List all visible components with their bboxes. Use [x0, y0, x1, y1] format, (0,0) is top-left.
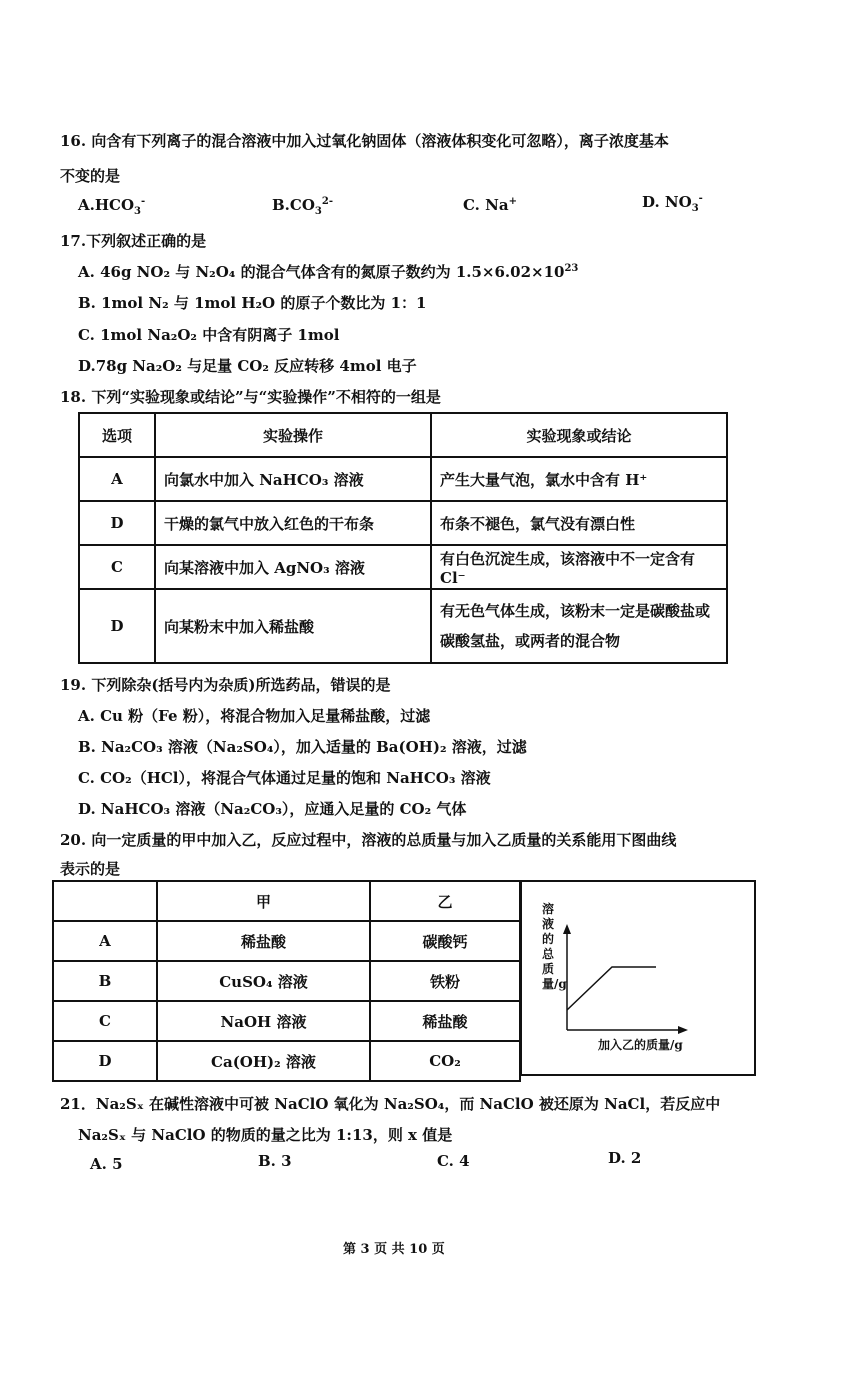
q18-header-row — [79, 413, 727, 457]
table-row — [79, 457, 727, 501]
q20-header-blank — [53, 881, 157, 921]
q20-row-option: D — [53, 1041, 157, 1081]
q19-stem: 19. 下列除杂(括号内为杂质)所选药品，错误的是 — [60, 676, 391, 694]
q20-row-jia: Ca(OH)₂ 溶液 — [157, 1041, 370, 1081]
q16-option-d: D. $NO_3^-$ — [642, 193, 703, 214]
q18-row-result-line2: 碳酸氢盐，或两者的混合物 — [440, 632, 621, 650]
q20-header-jia: 甲 — [157, 881, 370, 921]
q17-option-a: A. 46g NO₂ 与 N₂O₄ 的混合气体含有的氮原子数约为 $1.5\times 6.02\times 10^{23}$ — [78, 263, 579, 281]
q18-row-operation: 干燥的氯气中放入红色的干布条 — [155, 501, 431, 545]
q18-row-operation: 向某粉末中加入稀盐酸 — [155, 589, 431, 663]
q16-option-b: $B.CO_3^{2-}$ — [272, 196, 333, 217]
q18-row-result: 布条不褪色，氯气没有漂白性 — [431, 501, 727, 545]
q18-row-result-line1: 有无色气体生成，该粉末一定是碳酸盐或 — [440, 602, 711, 620]
q18-header-operation: 实验操作 — [155, 413, 431, 457]
q18-row-operation: 向某溶液中加入 AgNO₃ 溶液 — [155, 545, 431, 589]
q20-row-option: B — [53, 961, 157, 1001]
q21-stem-line2: Na₂Sₓ 与 NaClO 的物质的量之比为 1:13，则 x 值是 — [78, 1126, 453, 1144]
q20-graph — [520, 880, 756, 1076]
q20-table — [52, 880, 521, 1082]
q20-row-option: A — [53, 921, 157, 961]
q18-row-option: C — [79, 545, 155, 589]
q18-row-option: A — [79, 457, 155, 501]
q16-option-c: C. Na+ — [463, 196, 517, 214]
q17-option-c: C. 1mol Na₂O₂ 中含有阴离子 1mol — [78, 326, 340, 344]
q20-row-yi: 碳酸钙 — [370, 921, 520, 961]
q16-option-a: $A.HCO_3^-$ — [78, 196, 146, 217]
q20-row-option: C — [53, 1001, 157, 1041]
table-row — [79, 501, 727, 545]
q20-stem-line2: 表示的是 — [60, 860, 121, 878]
q18-row-result — [431, 589, 727, 663]
graph-y-arrow — [563, 924, 571, 934]
q19-option-d: D. NaHCO₃ 溶液（Na₂CO₃），应通入足量的 CO₂ 气体 — [78, 800, 467, 818]
q20-row-yi: 铁粉 — [370, 961, 520, 1001]
q18-header-result: 实验现象或结论 — [431, 413, 727, 457]
q20-header-yi: 乙 — [370, 881, 520, 921]
q18-header-option: 选项 — [79, 413, 155, 457]
q21-stem-line1: 21．Na₂Sₓ 在碱性溶液中可被 NaClO 氧化为 Na₂SO₄，而 NaClO 被还原为 NaCl，若反应中 — [60, 1095, 721, 1113]
q20-row-yi: 稀盐酸 — [370, 1001, 520, 1041]
q16-stem-line1: 16. 向含有下列离子的混合溶液中加入过氧化钠固体（溶液体积变化可忽略），离子浓度基本 — [60, 132, 669, 150]
q18-row-option: D — [79, 501, 155, 545]
q21-option-c: C. 4 — [437, 1152, 470, 1170]
q17-stem: 17.下列叙述正确的是 — [60, 232, 207, 250]
q21-option-b: B. 3 — [258, 1152, 292, 1170]
q17-option-d: D.78g Na₂O₂ 与足量 CO₂ 反应转移 4mol 电子 — [78, 357, 417, 375]
q20-row-jia: NaOH 溶液 — [157, 1001, 370, 1041]
q18-row-operation: 向氯水中加入 NaHCO₃ 溶液 — [155, 457, 431, 501]
q20-row-yi: CO₂ — [370, 1041, 520, 1081]
q21-option-d: D. 2 — [608, 1149, 642, 1167]
q19-option-b: B. Na₂CO₃ 溶液（Na₂SO₄），加入适量的 Ba(OH)₂ 溶液，过滤 — [78, 738, 527, 756]
table-row — [53, 1041, 520, 1081]
graph-x-label: 加入乙的质量/g — [598, 1038, 683, 1052]
q18-row-result: 产生大量气泡，氯水中含有 H⁺ — [431, 457, 727, 501]
q20-row-jia: CuSO₄ 溶液 — [157, 961, 370, 1001]
q19-option-c: C. CO₂（HCl），将混合气体通过足量的饱和 NaHCO₃ 溶液 — [78, 769, 491, 787]
q21-option-a: A. 5 — [90, 1155, 123, 1173]
q16-stem-line2: 不变的是 — [60, 167, 121, 185]
q20-header-row — [53, 881, 520, 921]
q20-stem-line1: 20. 向一定质量的甲中加入乙，反应过程中，溶液的总质量与加入乙质量的关系能用下图曲线 — [60, 831, 677, 849]
q19-option-a: A. Cu 粉（Fe 粉），将混合物加入足量稀盐酸，过滤 — [78, 707, 431, 725]
table-row — [79, 545, 727, 589]
table-row — [79, 589, 727, 663]
graph-y-label: 溶液的总质量/g — [542, 902, 567, 991]
q17-option-b: B. 1mol N₂ 与 1mol H₂O 的原子个数比为 1：1 — [78, 294, 427, 312]
table-row — [53, 961, 520, 1001]
q18-row-result: 有白色沉淀生成，该溶液中不一定含有 Cl⁻ — [431, 545, 727, 589]
graph-x-arrow — [678, 1026, 688, 1034]
q18-table — [78, 412, 728, 664]
page-footer: 第 3 页 共 10 页 — [343, 1242, 445, 1257]
table-row — [53, 921, 520, 961]
graph-curve — [567, 967, 656, 1010]
q18-row-option: D — [79, 589, 155, 663]
q18-stem: 18. 下列“实验现象或结论”与“实验操作”不相符的一组是 — [60, 388, 441, 406]
q20-row-jia: 稀盐酸 — [157, 921, 370, 961]
table-row — [53, 1001, 520, 1041]
